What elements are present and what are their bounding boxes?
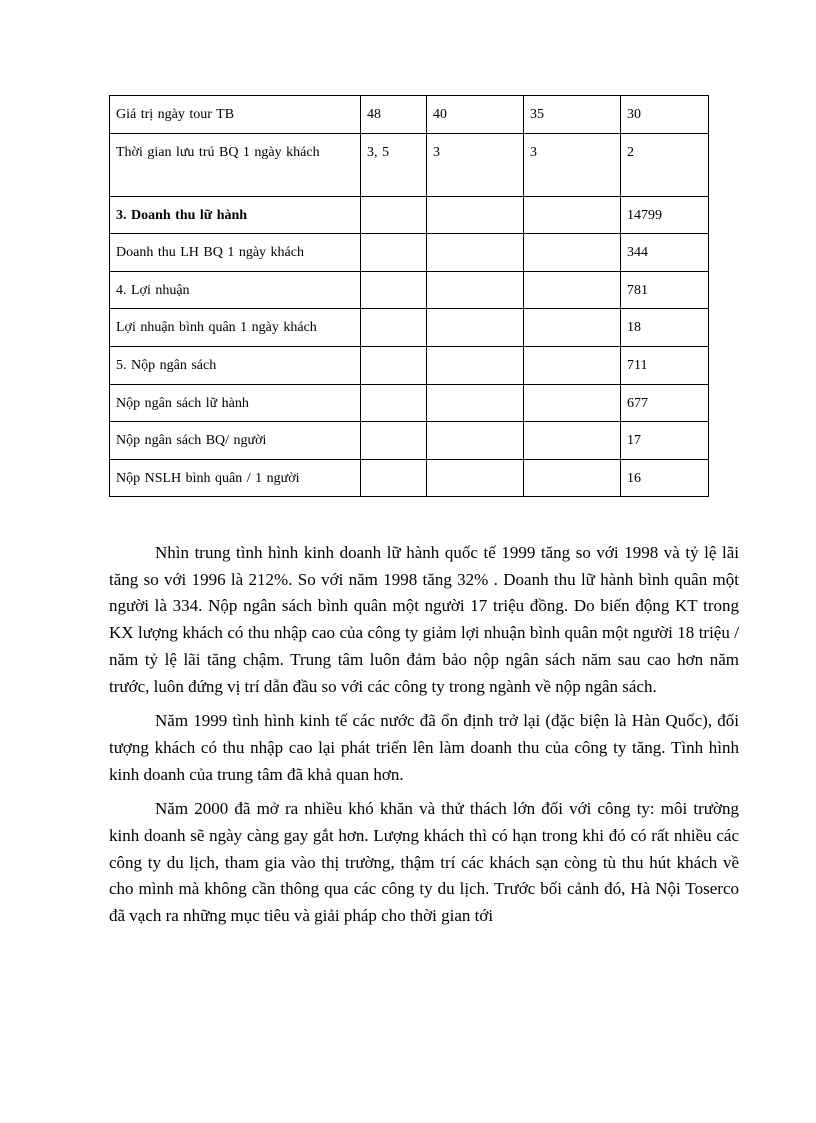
table-cell: 711	[621, 346, 709, 384]
row-label: Nộp ngân sách lữ hành	[110, 384, 361, 422]
row-label: Doanh thu LH BQ 1 ngày khách	[110, 234, 361, 272]
table-row	[110, 384, 709, 422]
table-cell: 14799	[621, 196, 709, 234]
table-cell	[427, 234, 524, 272]
row-label: Nộp ngân sách BQ/ người	[110, 422, 361, 460]
row-label: Nộp NSLH bình quân / 1 người	[110, 459, 361, 497]
table-cell: 3	[524, 133, 621, 196]
table-cell	[361, 384, 427, 422]
table-cell: 677	[621, 384, 709, 422]
table-cell: 344	[621, 234, 709, 272]
table-cell	[524, 422, 621, 460]
table-cell: 17	[621, 422, 709, 460]
table-row	[110, 196, 709, 234]
table-cell	[427, 422, 524, 460]
table-cell: 35	[524, 96, 621, 134]
table-cell	[361, 271, 427, 309]
row-label: 5. Nộp ngân sách	[110, 346, 361, 384]
paragraph: Nhìn trung tình hình kinh doanh lữ hành quốc tế 1999 tăng so với 1998 và tỷ lệ lãi tăng so với 1996 là 212%. So với năm 1998 tăng 32% . Doanh thu lữ hành bình quân một người là 334. Nộp ngân sách bình quân một người 17 triệu đồng. Do biến động KT trong KX lượng khách có thu nhập cao của công ty giảm lợi nhuận bình quân một người 18 triệu / năm tỷ lệ lãi tăng chậm. Trung tâm luôn đảm bảo nộp ngân sách năm sau cao hơn năm trước, luôn đứng vị trí dẫn đầu so với các công ty trong ngành về nộp ngân sách.	[109, 543, 739, 696]
table-cell: 16	[621, 459, 709, 497]
table-cell	[524, 234, 621, 272]
table-cell: 40	[427, 96, 524, 134]
table-cell	[427, 309, 524, 347]
table-cell	[361, 459, 427, 497]
table-cell: 3, 5	[361, 133, 427, 196]
table-cell	[427, 384, 524, 422]
row-label: 3. Doanh thu lữ hành	[110, 196, 361, 234]
table-cell	[427, 459, 524, 497]
table-cell	[361, 422, 427, 460]
table-cell	[361, 309, 427, 347]
data-table	[109, 95, 709, 497]
row-label: Giá trị ngày tour TB	[110, 96, 361, 134]
table-cell	[361, 196, 427, 234]
table-cell: 2	[621, 133, 709, 196]
table-cell	[427, 346, 524, 384]
table-cell	[427, 196, 524, 234]
table-row	[110, 346, 709, 384]
table-row	[110, 271, 709, 309]
table-cell: 3	[427, 133, 524, 196]
table-cell: 30	[621, 96, 709, 134]
row-label: Lợi nhuận bình quân 1 ngày khách	[110, 309, 361, 347]
table-row	[110, 309, 709, 347]
table-cell	[524, 384, 621, 422]
table-cell	[524, 196, 621, 234]
table-cell: 48	[361, 96, 427, 134]
table-cell: 18	[621, 309, 709, 347]
table-cell	[427, 271, 524, 309]
table-row	[110, 459, 709, 497]
body-text	[109, 540, 739, 938]
table-row	[110, 96, 709, 134]
paragraph: Năm 2000 đã mở ra nhiều khó khăn và thử thách lớn đối với công ty: môi trường kinh doanh sẽ ngày càng gay gắt hơn. Lượng khách thì có hạn trong khi đó có rất nhiều các công ty du lịch, tham gia vào thị trường, thậm trí các khách sạn còng tù thu hút khách về cho mình mà không cần thông qua các công ty du lịch. Trước bối cảnh đó, Hà Nội Toserco đã vạch ra những mục tiêu và giải pháp cho thời gian tới	[109, 799, 739, 926]
table-cell	[361, 346, 427, 384]
table-cell	[524, 459, 621, 497]
row-label: 4. Lợi nhuận	[110, 271, 361, 309]
table-cell	[361, 234, 427, 272]
table-row	[110, 133, 709, 196]
table-cell	[524, 309, 621, 347]
paragraph: Năm 1999 tình hình kinh tế các nước đã ổn định trở lại (đặc biện là Hàn Quốc), đối tượng khách có thu nhập cao lại phát triển lên làm doanh thu của công ty tăng. Tình hình kinh doanh của trung tâm đã khả quan hơn.	[109, 711, 739, 784]
table-row	[110, 234, 709, 272]
table-row	[110, 422, 709, 460]
table-cell	[524, 346, 621, 384]
table-cell: 781	[621, 271, 709, 309]
table-cell	[524, 271, 621, 309]
row-label: Thời gian lưu trú BQ 1 ngày khách	[110, 133, 361, 196]
